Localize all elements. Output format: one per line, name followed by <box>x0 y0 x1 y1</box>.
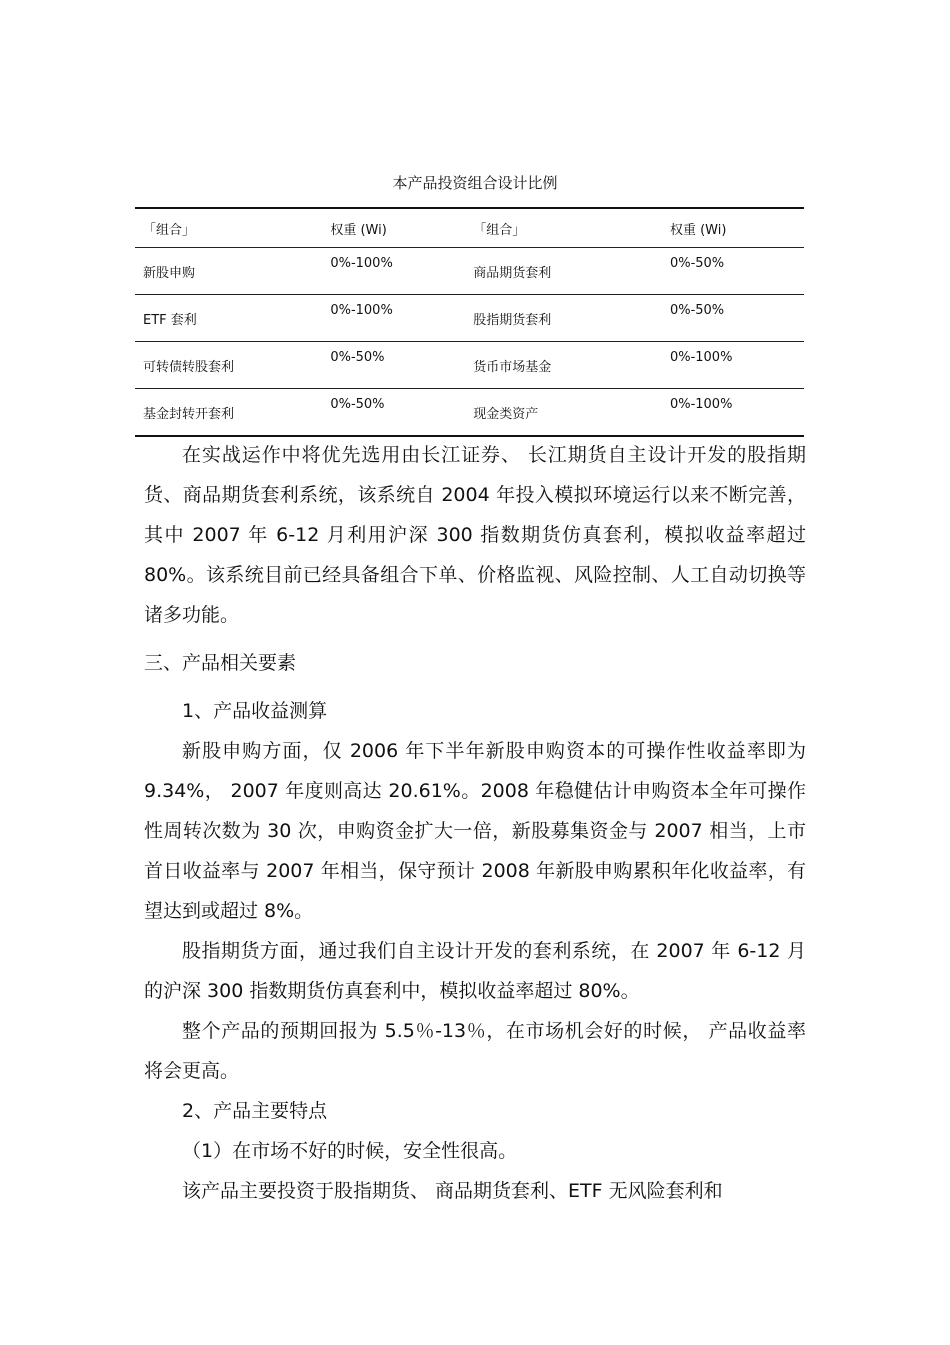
table-header-row <box>135 208 804 248</box>
table-cell: 基金封转开套利 <box>135 389 322 437</box>
table-cell: 0%-100% <box>322 248 465 295</box>
paragraph-system-intro: 在实战运作中将优先选用由长江证券、 长江期货自主设计开发的股指期货、商品期货套利系统，该系统自 2004 年投入模拟环境运行以来不断完善，其中 2007 年 6-12 月利用沪深 300 指数期货仿真套利，模拟收益率超过 80%。该系统目前已经具备组合下单、价格监视、风险控制、人工自动切换等诸多功能。 <box>144 444 806 626</box>
subheading-income-estimate: 1、产品收益测算 <box>182 700 328 722</box>
header-cell: 「组合」 <box>465 208 662 248</box>
table-row <box>135 248 804 295</box>
paragraph-ipo-subscription: 新股申购方面，仅 2006 年下半年新股申购资本的可操作性收益率即为 9.34%， 2007 年度则高达 20.61%。2008 年稳健估计申购资本全年可操作性周转次数为 30 次，申购资金扩大一倍，新股募集资金与 2007 相当，上市首日收益率与 2007 年相当，保守预计 2008 年新股申购累积年化收益率，有望达到或超过 8%。 <box>144 740 806 922</box>
table-row <box>135 389 804 437</box>
table-cell: 可转债转股套利 <box>135 342 322 389</box>
table-cell: 0%-50% <box>322 389 465 437</box>
table-cell: ETF 套利 <box>135 295 322 342</box>
table-cell: 商品期货套利 <box>465 248 662 295</box>
table-title: 本产品投资组合设计比例 <box>392 174 558 192</box>
table-cell: 股指期货套利 <box>465 295 662 342</box>
table-cell: 0%-50% <box>662 295 804 342</box>
allocation-table <box>135 207 804 437</box>
paragraph-expected-return: 整个产品的预期回报为 5.5％-13％，在市场机会好的时候， 产品收益率将会更高。 <box>144 1020 806 1082</box>
table-cell: 0%-100% <box>322 295 465 342</box>
table-cell: 0%-50% <box>662 248 804 295</box>
feature-item-1: （1）在市场不好的时候，安全性很高。 <box>182 1140 518 1162</box>
table-cell: 货币市场基金 <box>465 342 662 389</box>
paragraph-index-futures: 股指期货方面，通过我们自主设计开发的套利系统，在 2007 年 6-12 月的沪深 300 指数期货仿真套利中，模拟收益率超过 80%。 <box>144 940 806 1002</box>
table-cell: 现金类资产 <box>465 389 662 437</box>
paragraph-investment-scope: 该产品主要投资于股指期货、 商品期货套利、ETF 无风险套利和 <box>182 1180 723 1202</box>
table-cell: 0%-100% <box>662 389 804 437</box>
table-cell: 0%-50% <box>322 342 465 389</box>
table-cell: 0%-100% <box>662 342 804 389</box>
table-row <box>135 342 804 389</box>
header-cell: 「组合」 <box>135 208 322 248</box>
body-text <box>144 435 806 1211</box>
header-cell: 权重 (Wi) <box>662 208 804 248</box>
subheading-main-features: 2、产品主要特点 <box>182 1100 328 1122</box>
header-cell: 权重 (Wi) <box>322 208 465 248</box>
table-row <box>135 295 804 342</box>
table-cell: 新股申购 <box>135 248 322 295</box>
section-heading-3: 三、产品相关要素 <box>144 652 297 674</box>
